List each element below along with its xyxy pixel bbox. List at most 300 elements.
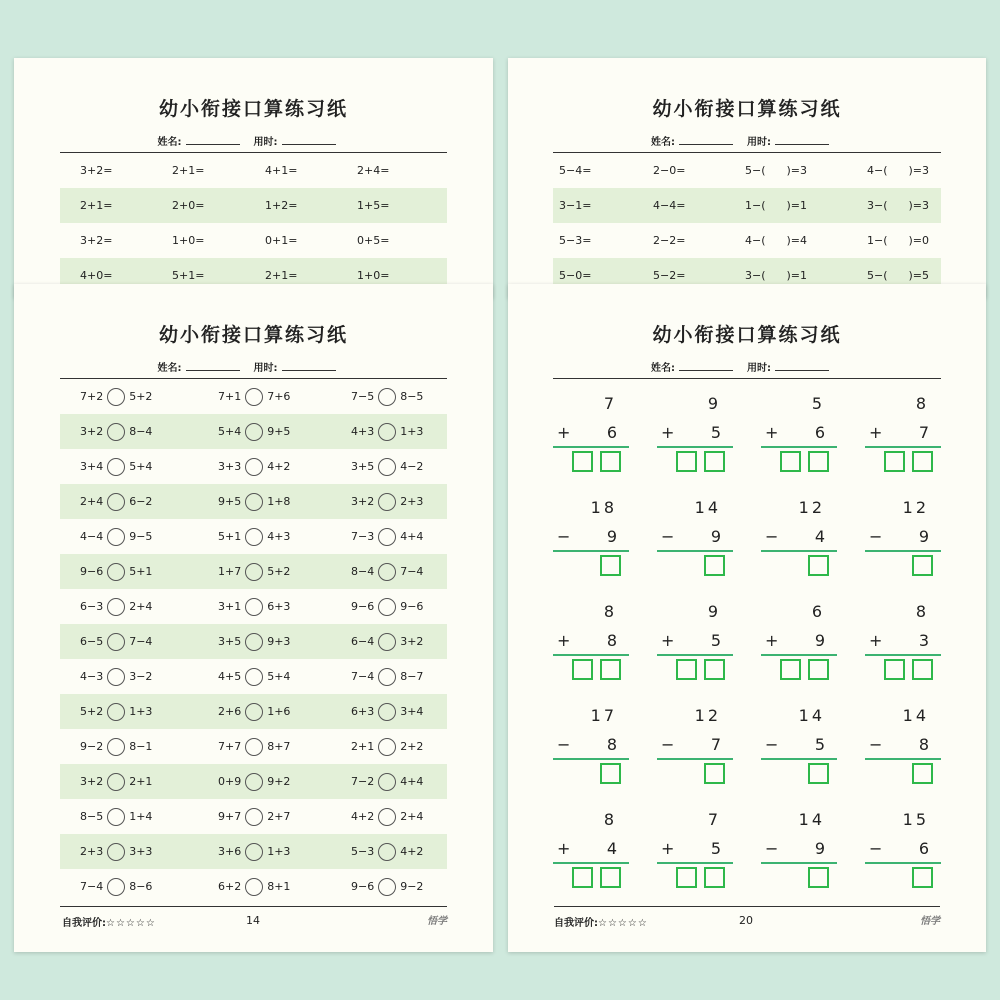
- time-label: 用时:: [253, 363, 278, 374]
- answer-line: [657, 550, 733, 552]
- answer-line: [761, 550, 837, 552]
- compare-circle[interactable]: [245, 388, 263, 406]
- vertical-problem: [865, 810, 941, 906]
- comparison-row: [60, 484, 447, 519]
- operator: +: [661, 839, 675, 858]
- left-expression: 4+2: [351, 810, 375, 823]
- compare-circle[interactable]: [378, 633, 396, 651]
- operator: −: [869, 839, 883, 858]
- top-number: 14: [798, 706, 825, 725]
- comparison-item: [351, 624, 423, 659]
- answer-box[interactable]: [912, 451, 933, 472]
- comparison-row: [60, 659, 447, 694]
- right-expression: 3−2: [129, 670, 153, 683]
- left-expression: 9−6: [351, 880, 375, 893]
- right-expression: 9+2: [267, 775, 291, 788]
- bottom-number: 8: [606, 735, 617, 754]
- top-number: 12: [694, 706, 721, 725]
- compare-circle[interactable]: [378, 773, 396, 791]
- left-expression: 9−2: [80, 740, 104, 753]
- vertical-problem: [657, 706, 733, 802]
- compare-circle[interactable]: [245, 773, 263, 791]
- compare-circle[interactable]: [245, 458, 263, 476]
- comparison-item: [351, 554, 423, 589]
- compare-circle[interactable]: [107, 808, 125, 826]
- compare-circle[interactable]: [245, 528, 263, 546]
- name-blank: [679, 135, 733, 145]
- left-expression: 2+6: [218, 705, 242, 718]
- right-expression: 3+3: [129, 845, 153, 858]
- comparison-row: [60, 589, 447, 624]
- compare-circle[interactable]: [245, 633, 263, 651]
- top-number: 12: [902, 498, 929, 517]
- compare-circle[interactable]: [245, 563, 263, 581]
- vertical-problem: [553, 810, 629, 906]
- right-expression: 8−1: [129, 740, 153, 753]
- left-expression: 9−6: [80, 565, 104, 578]
- problem: 5−0=: [559, 269, 592, 282]
- footer-rule: [60, 906, 447, 907]
- left-expression: 4−4: [80, 530, 104, 543]
- vertical-problem: [761, 394, 837, 490]
- left-expression: 8−5: [80, 810, 104, 823]
- compare-circle[interactable]: [378, 458, 396, 476]
- left-expression: 7−2: [351, 775, 375, 788]
- compare-circle[interactable]: [107, 878, 125, 896]
- comparison-item: [351, 659, 423, 694]
- operator: +: [869, 631, 883, 650]
- compare-circle[interactable]: [107, 388, 125, 406]
- problem-row: [60, 223, 447, 258]
- bottom-number: 9: [918, 527, 929, 546]
- compare-circle[interactable]: [245, 703, 263, 721]
- operator: +: [557, 631, 571, 650]
- right-expression: 8−5: [400, 390, 424, 403]
- answer-box[interactable]: [676, 451, 697, 472]
- compare-circle[interactable]: [107, 738, 125, 756]
- star-rating[interactable]: ☆☆☆☆☆: [598, 918, 648, 929]
- comparison-item: [218, 764, 290, 799]
- answer-box[interactable]: [884, 659, 905, 680]
- operator: −: [661, 527, 675, 546]
- right-expression: 5+2: [129, 390, 153, 403]
- compare-circle[interactable]: [378, 388, 396, 406]
- answer-boxes: [808, 763, 829, 784]
- answer-boxes: [572, 659, 621, 680]
- comparison-item: [218, 834, 290, 869]
- right-expression: 3+2: [400, 635, 424, 648]
- left-expression: 3+6: [218, 845, 242, 858]
- problem: 1−( )=1: [745, 199, 807, 212]
- right-expression: 2+3: [400, 495, 424, 508]
- vertical-problem: [865, 394, 941, 490]
- answer-line: [761, 862, 837, 864]
- answer-line: [761, 654, 837, 656]
- sheet-title: 幼小衔接口算练习纸: [158, 324, 348, 346]
- left-expression: 6−4: [351, 635, 375, 648]
- vertical-problem: [761, 810, 837, 906]
- comparison-item: [80, 484, 152, 519]
- compare-circle[interactable]: [245, 843, 263, 861]
- problem: 1+0=: [172, 234, 205, 247]
- comparison-item: [218, 624, 290, 659]
- compare-circle[interactable]: [107, 773, 125, 791]
- answer-boxes: [572, 451, 621, 472]
- comparison-item: [351, 519, 423, 554]
- name-time-bar: [508, 359, 986, 374]
- right-expression: 5+4: [267, 670, 291, 683]
- operator: +: [557, 839, 571, 858]
- vertical-problem: [553, 498, 629, 594]
- comparison-row: [60, 729, 447, 764]
- left-expression: 5−3: [351, 845, 375, 858]
- right-expression: 2+4: [400, 810, 424, 823]
- left-expression: 7−5: [351, 390, 375, 403]
- bottom-number: 8: [606, 631, 617, 650]
- answer-box[interactable]: [808, 555, 829, 576]
- bottom-number: 3: [918, 631, 929, 650]
- compare-circle[interactable]: [107, 458, 125, 476]
- answer-line: [553, 550, 629, 552]
- compare-circle[interactable]: [378, 808, 396, 826]
- answer-box[interactable]: [808, 867, 829, 888]
- answer-line: [657, 862, 733, 864]
- worksheet-vertical-arithmetic: [508, 284, 986, 952]
- answer-boxes: [780, 659, 829, 680]
- vertical-problem: [761, 498, 837, 594]
- compare-circle[interactable]: [378, 493, 396, 511]
- self-evaluation: [62, 914, 156, 929]
- operator: +: [869, 423, 883, 442]
- compare-circle[interactable]: [107, 493, 125, 511]
- answer-box[interactable]: [912, 867, 933, 888]
- problem: 2+0=: [172, 199, 205, 212]
- operator: −: [765, 735, 779, 754]
- problem: 4+0=: [80, 269, 113, 282]
- vertical-problem: [553, 602, 629, 698]
- time-label: 用时:: [747, 363, 771, 374]
- problem-row: [553, 153, 941, 188]
- top-number: 12: [798, 498, 825, 517]
- compare-circle[interactable]: [245, 878, 263, 896]
- compare-circle[interactable]: [245, 808, 263, 826]
- right-expression: 6−2: [129, 495, 153, 508]
- left-expression: 3+2: [351, 495, 375, 508]
- right-expression: 4+2: [267, 460, 291, 473]
- time-blank: [775, 135, 829, 145]
- problem: 5−( )=5: [867, 269, 929, 282]
- self-evaluation: [554, 914, 648, 929]
- comparison-row: [60, 449, 447, 484]
- problem: 5−4=: [559, 164, 592, 177]
- comparison-item: [218, 484, 290, 519]
- compare-circle[interactable]: [107, 633, 125, 651]
- top-number: 14: [902, 706, 929, 725]
- comparison-item: [218, 799, 290, 834]
- answer-box[interactable]: [912, 659, 933, 680]
- left-expression: 5+1: [218, 530, 242, 543]
- right-expression: 5+1: [129, 565, 153, 578]
- time-label: 用时:: [747, 137, 771, 148]
- answer-boxes: [600, 763, 621, 784]
- answer-boxes: [884, 659, 933, 680]
- operator: +: [661, 423, 675, 442]
- answer-boxes: [912, 555, 933, 576]
- comparison-row: [60, 694, 447, 729]
- answer-box[interactable]: [780, 659, 801, 680]
- comparison-item: [218, 379, 290, 414]
- operator: +: [661, 631, 675, 650]
- worksheet-subtraction-partial: [508, 58, 986, 298]
- answer-boxes: [704, 763, 725, 784]
- right-expression: 9−5: [129, 530, 153, 543]
- answer-line: [657, 654, 733, 656]
- top-number: 9: [707, 602, 721, 621]
- answer-box[interactable]: [600, 659, 621, 680]
- left-expression: 7−4: [80, 880, 104, 893]
- top-number: 8: [915, 394, 929, 413]
- right-expression: 8−4: [129, 425, 153, 438]
- bottom-number: 4: [606, 839, 617, 858]
- right-expression: 1+4: [129, 810, 153, 823]
- compare-circle[interactable]: [245, 493, 263, 511]
- top-number: 6: [811, 602, 825, 621]
- right-expression: 5+4: [129, 460, 153, 473]
- left-expression: 7−3: [351, 530, 375, 543]
- compare-circle[interactable]: [245, 423, 263, 441]
- bottom-number: 5: [710, 423, 721, 442]
- time-blank: [282, 361, 336, 371]
- compare-circle[interactable]: [378, 423, 396, 441]
- answer-box[interactable]: [704, 451, 725, 472]
- problem: 1+2=: [265, 199, 298, 212]
- bottom-number: 7: [710, 735, 721, 754]
- compare-circle[interactable]: [378, 598, 396, 616]
- compare-circle[interactable]: [378, 738, 396, 756]
- comparison-row: [60, 554, 447, 589]
- left-expression: 7+7: [218, 740, 242, 753]
- comparison-item: [80, 624, 152, 659]
- left-expression: 8−4: [351, 565, 375, 578]
- answer-box[interactable]: [808, 659, 829, 680]
- answer-box[interactable]: [884, 451, 905, 472]
- comparison-item: [351, 414, 423, 449]
- compare-circle[interactable]: [378, 878, 396, 896]
- answer-line: [657, 446, 733, 448]
- answer-box[interactable]: [704, 763, 725, 784]
- top-number: 8: [915, 602, 929, 621]
- problem: 3−( )=3: [867, 199, 929, 212]
- answer-line: [657, 758, 733, 760]
- footer-rule: [554, 906, 940, 907]
- answer-box[interactable]: [808, 763, 829, 784]
- compare-circle[interactable]: [107, 528, 125, 546]
- sheet-title: 幼小衔接口算练习纸: [652, 324, 842, 346]
- top-number: 17: [590, 706, 617, 725]
- problem: 2+4=: [357, 164, 390, 177]
- top-number: 18: [590, 498, 617, 517]
- comparison-item: [80, 764, 152, 799]
- problem: 5−2=: [653, 269, 686, 282]
- answer-line: [553, 446, 629, 448]
- answer-box[interactable]: [676, 867, 697, 888]
- answer-box[interactable]: [676, 659, 697, 680]
- answer-box[interactable]: [572, 451, 593, 472]
- left-expression: 9+7: [218, 810, 242, 823]
- left-expression: 5+4: [218, 425, 242, 438]
- star-rating[interactable]: ☆☆☆☆☆: [106, 918, 156, 929]
- left-expression: 4+3: [351, 425, 375, 438]
- compare-circle[interactable]: [107, 703, 125, 721]
- compare-circle[interactable]: [107, 423, 125, 441]
- problem: 3−1=: [559, 199, 592, 212]
- answer-boxes: [780, 451, 829, 472]
- right-expression: 4+2: [400, 845, 424, 858]
- compare-circle[interactable]: [378, 528, 396, 546]
- compare-circle[interactable]: [378, 668, 396, 686]
- right-expression: 8−6: [129, 880, 153, 893]
- right-expression: 1+6: [267, 705, 291, 718]
- answer-box[interactable]: [704, 659, 725, 680]
- vertical-problem: [553, 394, 629, 490]
- right-expression: 5+2: [267, 565, 291, 578]
- answer-line: [865, 862, 941, 864]
- answer-boxes: [912, 763, 933, 784]
- vertical-problem: [657, 394, 733, 490]
- top-number: 8: [603, 810, 617, 829]
- answer-box[interactable]: [600, 555, 621, 576]
- problem: 4+1=: [265, 164, 298, 177]
- left-expression: 3+5: [351, 460, 375, 473]
- operator: −: [661, 735, 675, 754]
- answer-box[interactable]: [572, 659, 593, 680]
- left-expression: 4−3: [80, 670, 104, 683]
- bottom-number: 5: [710, 631, 721, 650]
- name-time-bar: [508, 133, 986, 148]
- right-expression: 8+7: [267, 740, 291, 753]
- answer-box[interactable]: [704, 867, 725, 888]
- compare-circle[interactable]: [378, 703, 396, 721]
- vertical-problem: [865, 602, 941, 698]
- right-expression: 8−7: [400, 670, 424, 683]
- compare-circle[interactable]: [378, 843, 396, 861]
- left-expression: 2+3: [80, 845, 104, 858]
- comparison-row: [60, 834, 447, 869]
- answer-box[interactable]: [808, 451, 829, 472]
- compare-circle[interactable]: [378, 563, 396, 581]
- left-expression: 3+4: [80, 460, 104, 473]
- answer-boxes: [572, 867, 621, 888]
- compare-circle[interactable]: [245, 738, 263, 756]
- answer-line: [865, 446, 941, 448]
- left-expression: 9−6: [351, 600, 375, 613]
- right-expression: 3+4: [400, 705, 424, 718]
- left-expression: 6+3: [351, 705, 375, 718]
- operator: +: [557, 423, 571, 442]
- answer-box[interactable]: [704, 555, 725, 576]
- bottom-number: 7: [918, 423, 929, 442]
- right-expression: 9−6: [400, 600, 424, 613]
- answer-boxes: [600, 555, 621, 576]
- compare-circle[interactable]: [245, 668, 263, 686]
- answer-box[interactable]: [572, 867, 593, 888]
- name-time-bar: [14, 133, 493, 148]
- right-expression: 9+5: [267, 425, 291, 438]
- comparison-item: [80, 554, 152, 589]
- right-expression: 7+6: [267, 390, 291, 403]
- answer-box[interactable]: [600, 763, 621, 784]
- problem: 5−( )=3: [745, 164, 807, 177]
- answer-box[interactable]: [600, 867, 621, 888]
- compare-circle[interactable]: [245, 598, 263, 616]
- answer-box[interactable]: [780, 451, 801, 472]
- vertical-problem: [657, 602, 733, 698]
- left-expression: 7+1: [218, 390, 242, 403]
- answer-box[interactable]: [600, 451, 621, 472]
- problem: 3+2=: [80, 234, 113, 247]
- compare-circle[interactable]: [107, 668, 125, 686]
- answer-box[interactable]: [912, 763, 933, 784]
- left-expression: 5+2: [80, 705, 104, 718]
- right-expression: 4−2: [400, 460, 424, 473]
- problem: 4−( )=3: [867, 164, 929, 177]
- comparison-row: [60, 379, 447, 414]
- comparison-item: [351, 869, 423, 904]
- problem: 0+1=: [265, 234, 298, 247]
- operator: −: [869, 735, 883, 754]
- answer-line: [553, 758, 629, 760]
- right-expression: 2+1: [129, 775, 153, 788]
- comparison-item: [218, 729, 290, 764]
- worksheet-comparison: [14, 284, 493, 952]
- right-expression: 6+3: [267, 600, 291, 613]
- compare-circle[interactable]: [107, 563, 125, 581]
- right-expression: 1+8: [267, 495, 291, 508]
- left-expression: 3+5: [218, 635, 242, 648]
- vertical-problem: [761, 602, 837, 698]
- bottom-number: 4: [814, 527, 825, 546]
- operator: −: [557, 527, 571, 546]
- problem: 5−3=: [559, 234, 592, 247]
- right-expression: 4+4: [400, 530, 424, 543]
- left-expression: 3+2: [80, 425, 104, 438]
- name-label: 姓名:: [157, 137, 182, 148]
- left-expression: 6−5: [80, 635, 104, 648]
- brand-logo: 悟学: [427, 916, 447, 927]
- name-label: 姓名:: [651, 363, 675, 374]
- compare-circle[interactable]: [107, 598, 125, 616]
- answer-line: [553, 654, 629, 656]
- vertical-problem: [865, 498, 941, 594]
- comparison-item: [80, 449, 152, 484]
- right-expression: 4+3: [267, 530, 291, 543]
- self-eval-label: 自我评价:: [62, 918, 106, 929]
- comparison-item: [351, 764, 423, 799]
- answer-line: [553, 862, 629, 864]
- comparison-item: [351, 484, 423, 519]
- right-expression: 9−2: [400, 880, 424, 893]
- comparison-item: [218, 869, 290, 904]
- compare-circle[interactable]: [107, 843, 125, 861]
- operator: −: [869, 527, 883, 546]
- comparison-item: [80, 834, 152, 869]
- right-expression: 2+2: [400, 740, 424, 753]
- answer-box[interactable]: [912, 555, 933, 576]
- comparison-item: [351, 694, 423, 729]
- top-number: 15: [902, 810, 929, 829]
- top-number: 14: [798, 810, 825, 829]
- header-rule: [553, 378, 941, 379]
